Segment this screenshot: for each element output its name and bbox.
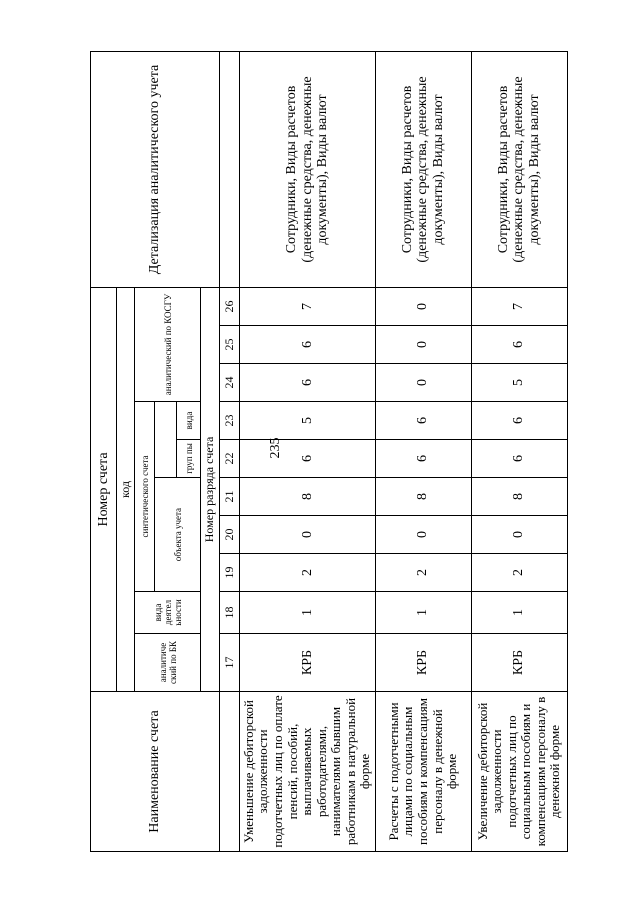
value-cell: 8 [471, 478, 567, 516]
digit-19: 19 [219, 554, 239, 592]
header-digit-number: Номер разряда счета [201, 287, 219, 691]
value-cell: 8 [239, 478, 375, 516]
value-cell: 8 [375, 478, 471, 516]
detail-cell: Сотрудники, Виды расчетов (денежные средства, денежные документы), Виды валют [375, 51, 471, 287]
header-account-name: Наименование счета [91, 692, 220, 852]
value-cell: 2 [375, 554, 471, 592]
digit-25: 25 [219, 326, 239, 364]
value-cell: 6 [239, 440, 375, 478]
detail-cell: Сотрудники, Виды расчетов (денежные средства, денежные документы), Виды валют [471, 51, 567, 287]
value-cell: 6 [239, 364, 375, 402]
header-synthetic: синтетического счета [135, 402, 155, 592]
digit-18: 18 [219, 592, 239, 634]
value-cell: 5 [471, 364, 567, 402]
digit-22: 22 [219, 440, 239, 478]
value-cell: 6 [471, 326, 567, 364]
value-cell: 0 [239, 516, 375, 554]
account-name-cell: Расчеты с подотчетными лицами по социальным пособиям и компенсациям персоналу в денежной форме [375, 692, 471, 852]
header-kind: вида [177, 402, 201, 440]
value-cell: 0 [375, 326, 471, 364]
digit-21: 21 [219, 478, 239, 516]
page-number: 235 [268, 437, 283, 459]
digit-20: 20 [219, 516, 239, 554]
value-cell: 0 [471, 516, 567, 554]
table-row [239, 51, 375, 851]
account-name-cell: Уменьшение дебиторской задолженности подотчетных лиц по оплате пенсий, пособий, выплачиваемых работодателями, нанимателями бывшим работникам в натуральной форме [239, 692, 375, 852]
value-cell: 1 [239, 592, 375, 634]
value-cell: 1 [375, 592, 471, 634]
value-cell: 2 [239, 554, 375, 592]
detail-cell: Сотрудники, Виды расчетов (денежные средства, денежные документы), Виды валют [239, 51, 375, 287]
value-cell: КРБ [375, 634, 471, 692]
rotated-page [90, 52, 563, 852]
value-cell: 0 [375, 516, 471, 554]
value-cell: 5 [239, 402, 375, 440]
header-group-kind [155, 402, 177, 478]
header-group: груп пы [177, 440, 201, 478]
value-cell: 2 [471, 554, 567, 592]
value-cell: 0 [375, 364, 471, 402]
table-row [375, 51, 471, 851]
account-name-cell: Увеличение дебиторской задолженности подотчетных лиц по социальным пособиям и компенсациям персоналу в денежной форме [471, 692, 567, 852]
value-cell: 7 [471, 287, 567, 325]
value-cell: 1 [471, 592, 567, 634]
value-cell: 0 [375, 287, 471, 325]
header-code: код [117, 287, 135, 691]
header-account-number: Номер счета [91, 287, 117, 691]
header-analytic-bk: аналитиче ский по БК [135, 634, 201, 692]
value-cell: 7 [239, 287, 375, 325]
header-analytic-kosgu: аналитический по КОСГУ [135, 287, 201, 401]
value-cell: 6 [375, 440, 471, 478]
value-cell: 6 [471, 440, 567, 478]
table-row [471, 51, 567, 851]
header-activity-type: вида деятел ьности [135, 592, 201, 634]
value-cell: КРБ [239, 634, 375, 692]
header-object: объекта учета [155, 478, 201, 592]
value-cell: 6 [471, 402, 567, 440]
value-cell: 6 [375, 402, 471, 440]
digit-blank-right [219, 51, 239, 287]
digit-24: 24 [219, 364, 239, 402]
digit-17: 17 [219, 634, 239, 692]
digit-blank-left [219, 692, 239, 852]
value-cell: 6 [239, 326, 375, 364]
digit-23: 23 [219, 402, 239, 440]
digit-26: 26 [219, 287, 239, 325]
value-cell: КРБ [471, 634, 567, 692]
accounts-table [90, 51, 568, 852]
header-detail: Детализация аналитического учета [91, 51, 220, 287]
